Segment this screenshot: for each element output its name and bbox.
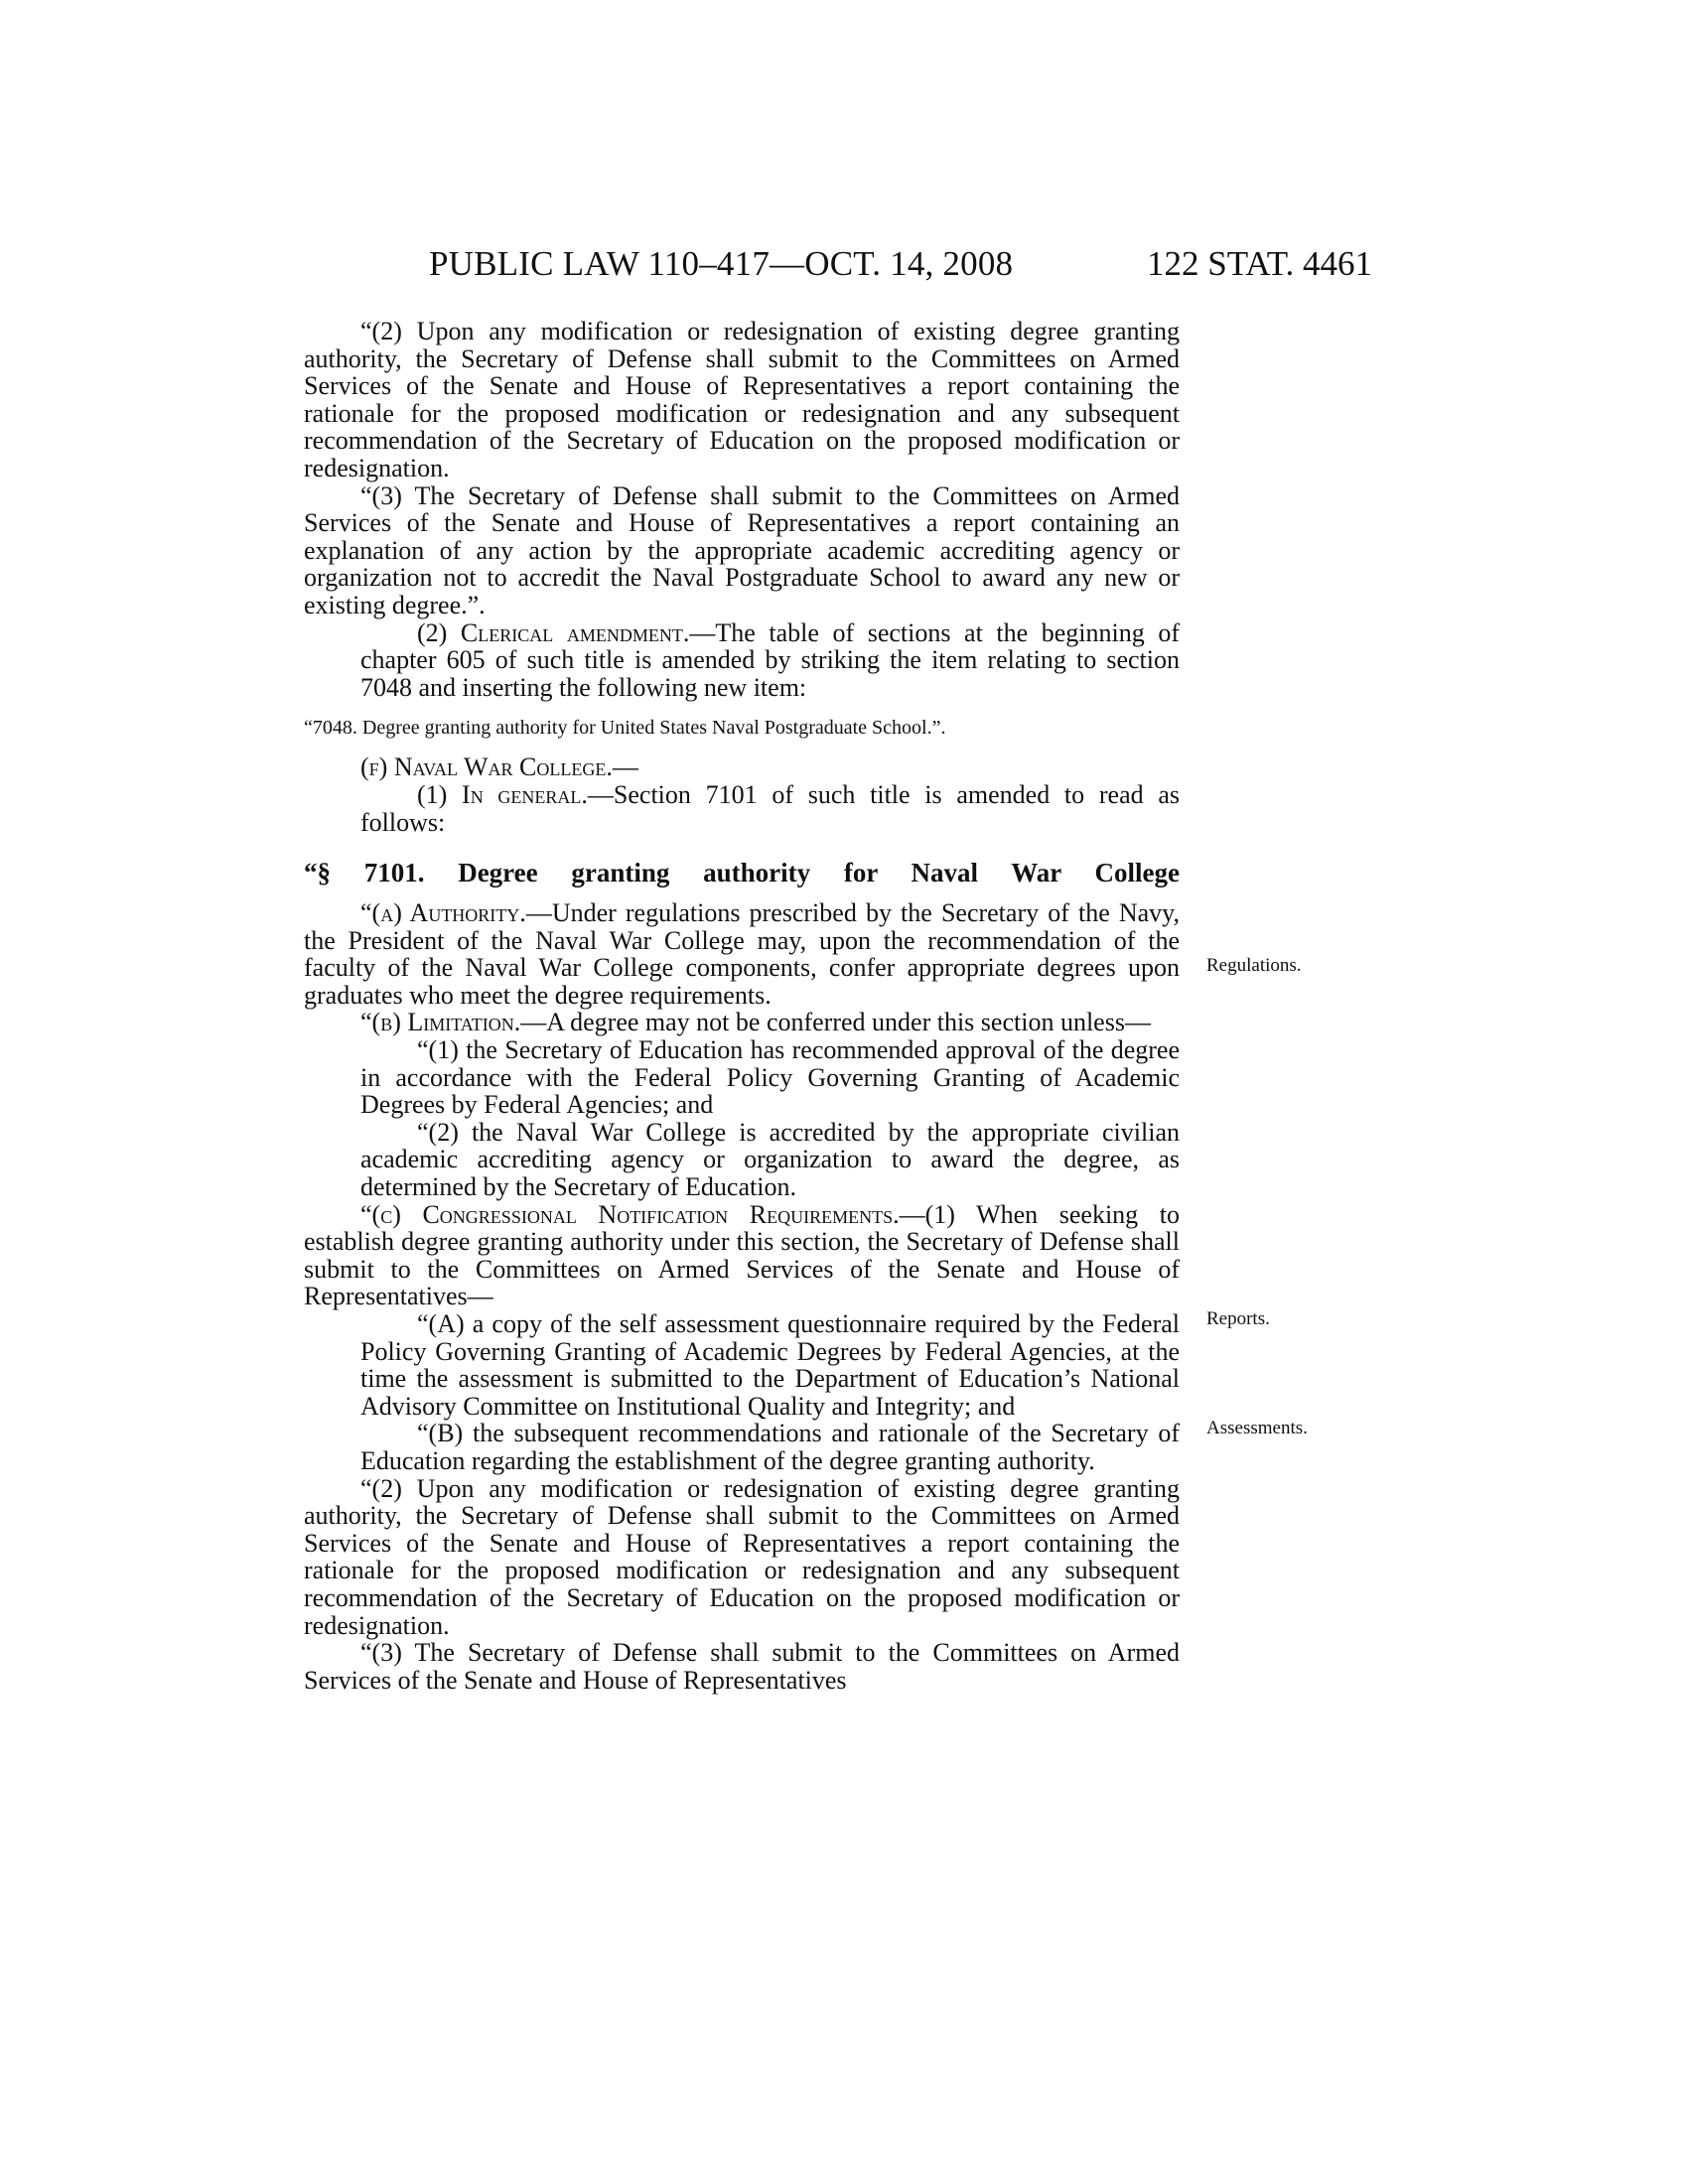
page-header-title: PUBLIC LAW 110–417—OCT. 14, 2008 (429, 244, 1014, 283)
limitation-text: —A degree may not be conferred under this section unless— (520, 1008, 1151, 1037)
margin-note-regulations: Regulations. (1206, 955, 1302, 976)
clerical-amendment-heading: (2) Clerical amendment. (417, 617, 690, 647)
section-7101-heading: “§ 7101. Degree granting authority for Naval War College (304, 858, 1180, 888)
notification-clause-b: “(B) the subsequent recommendations and rationale of the Secretary of Education regarding the establishment of the degree granting authority. (360, 1419, 1180, 1475)
limitation-clause-1: “(1) the Secretary of Education has recommended approval of the degree in accordance with the Federal Policy Governing Granting of Academic Degrees by Federal Agencies; and (360, 1035, 1180, 1120)
margin-note-reports: Reports. (1206, 1308, 1270, 1329)
table-of-sections-item: “7048. Degree granting authority for United States Naval Postgraduate School.”. (304, 717, 946, 740)
in-general-heading: (1) In general. (417, 779, 588, 809)
authority-text: —Under regulations prescribed by the Secretary of the Navy, the President of the Naval War College may, upon the recommendation of the faculty of the Naval War College components, confer appropriate degrees upon graduates who meet the degree requirements. (304, 898, 1180, 1010)
subsection-f-heading (304, 753, 1180, 781)
notification-paragraph-2: “(2) Upon any modification or redesignation of existing degree granting authority, the Secretary of Defense shall submit to the Committees on Armed Services of the Senate and House of Representatives a report containing the rationale for the proposed modification or redesignation and any subsequent recommendation of the Secretary of Education on the proposed modification or redesignation. (304, 1473, 1180, 1640)
clerical-amendment-paragraph (360, 619, 1180, 702)
subsection-a-authority (304, 899, 1180, 1009)
authority-heading: “(a) Authority. (360, 898, 526, 928)
subsection-f-dash: — (612, 752, 638, 782)
subsection-b-limitation (304, 1009, 1180, 1036)
clerical-amendment-text: —The table of sections at the beginning of chapter 605 of such title is amended by striking the item relating to section 7048 and inserting the following new item: (360, 617, 1181, 702)
limitation-clause-2: “(2) the Naval War College is accredited by the appropriate civilian academic accrediting agency or organization to award the degree, as determined by the Secretary of Education. (360, 1117, 1180, 1202)
in-general-paragraph (360, 781, 1180, 836)
limitation-heading: “(b) Limitation. (360, 1008, 521, 1037)
notification-clause-a: “(A) a copy of the self assessment questionnaire required by the Federal Policy Governing Granting of Academic Degrees by Federal Agencies, at the time the assessment is submitted to the Department of Education’s National Advisory Committee on Institutional Quality and Integrity; and (360, 1309, 1180, 1421)
paragraph-3-report: “(3) The Secretary of Defense shall submit to the Committees on Armed Services of the Senate and House of Representatives a report containing an explanation of any action by the appropriate academic accrediting agency or organization not to accredit the Naval Postgraduate School to award any new or existing degree.”. (304, 480, 1180, 619)
page-header-stat: 122 STAT. 4461 (1147, 244, 1372, 283)
notification-heading: “(c) Congressional Notification Requirements. (360, 1199, 900, 1229)
margin-note-assessments: Assessments. (1206, 1418, 1308, 1438)
notification-text: —(1) When seeking to establish degree granting authority under this section, the Secretary of Defense shall submit to the Committees on Armed Services of the Senate and House of Representatives— (304, 1199, 1181, 1311)
in-general-text: —Section 7101 of such title is amended to read as follows: (360, 779, 1180, 837)
naval-war-college-heading: (f) Naval War College. (360, 752, 613, 782)
main-text-column (304, 318, 1180, 1694)
paragraph-2-modification: “(2) Upon any modification or redesignation of existing degree granting authority, the Secretary of Defense shall submit to the Committees on Armed Services of the Senate and House of Representatives a report containing the rationale for the proposed modification or redesignation and any subsequent recommendation of the Secretary of Education on the proposed modification or redesignation. (304, 317, 1180, 482)
notification-paragraph-3: “(3) The Secretary of Defense shall submit to the Committees on Armed Services of the Senate and House of Representatives (304, 1638, 1180, 1695)
subsection-c-notification (304, 1201, 1180, 1310)
